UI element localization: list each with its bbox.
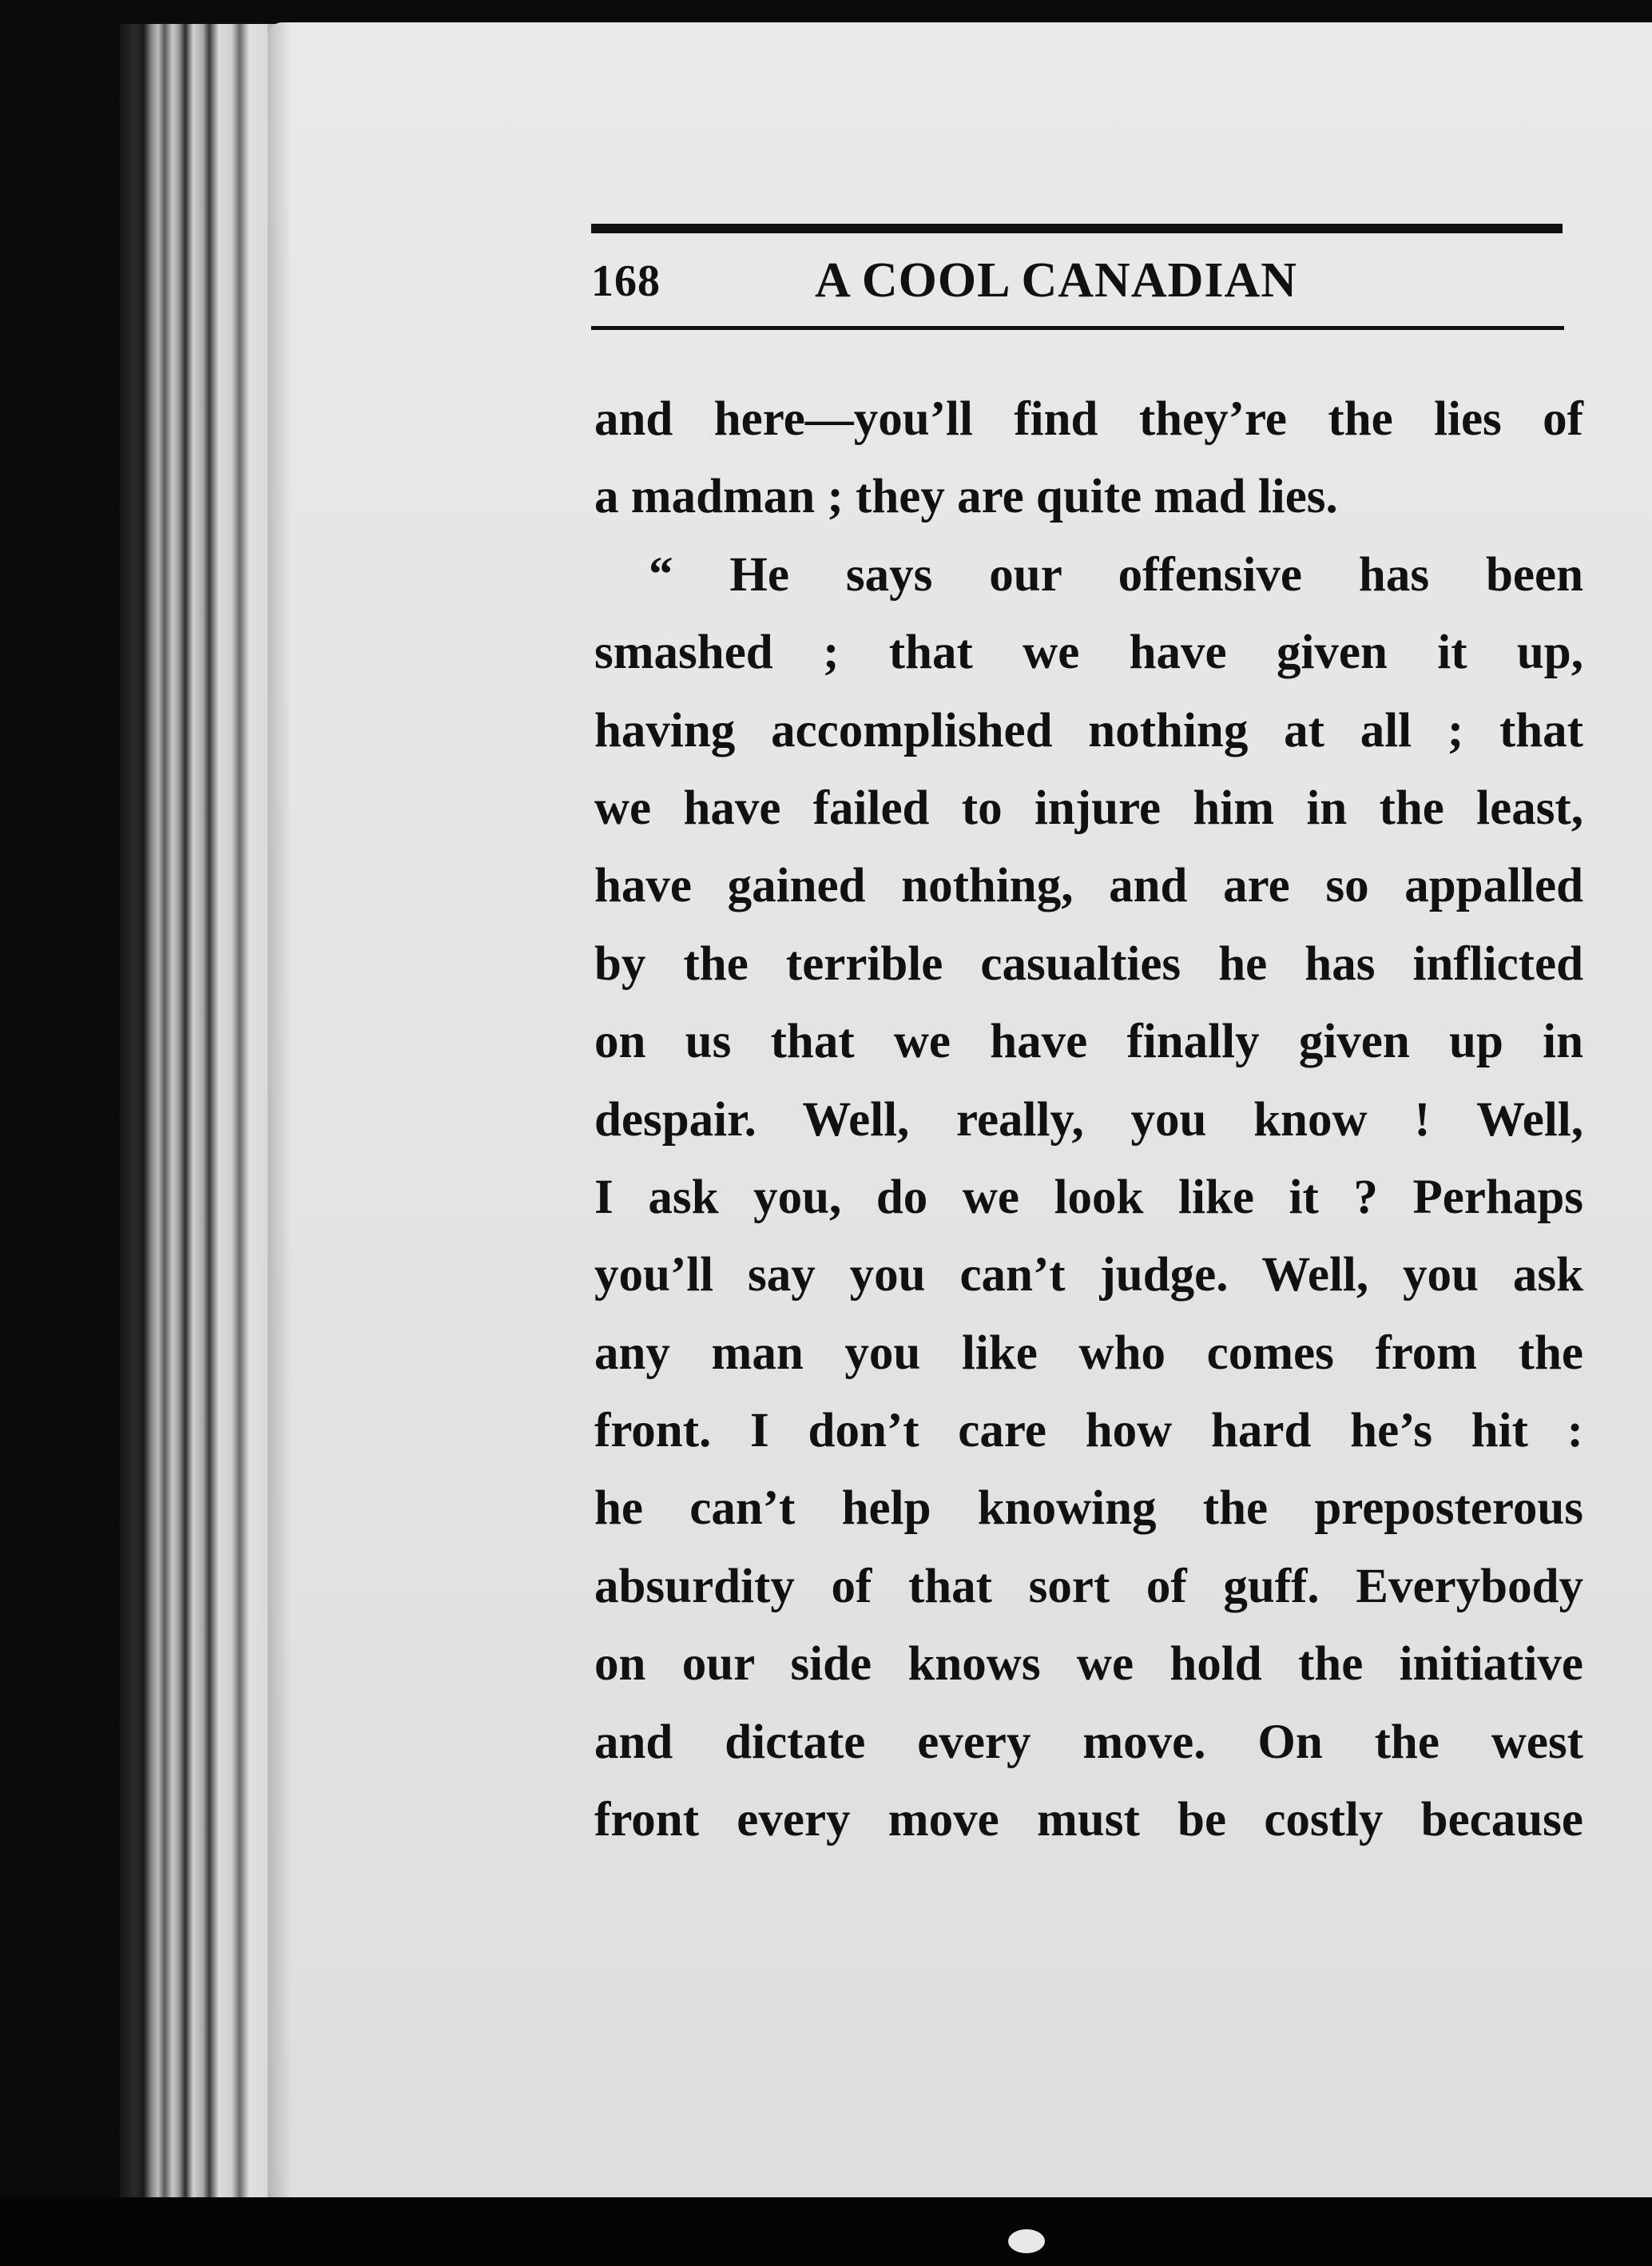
scan-artifact [1008,2229,1045,2253]
text-line: you’ll say you can’t judge. Well, you ask [594,1248,1583,1302]
text-line: by the terrible casualties he has inflicted [594,936,1583,991]
running-head: A COOL CANADIAN [815,253,1298,308]
header-bottom-rule [591,326,1564,330]
header-top-rule [591,224,1563,233]
text-line: and dictate every move. On the west [594,1715,1583,1769]
text-line: having accomplished nothing at all ; that [594,703,1583,757]
text-line: “ He says our offensive has been [649,547,1583,602]
body-text [594,380,1583,1859]
page-number: 168 [591,256,661,306]
text-line: smashed ; that we have given it up, [594,626,1583,680]
text-line: he can’t help knowing the preposterous [594,1481,1583,1536]
text-line: have gained nothing, and are so appalled [594,859,1583,913]
text-line: a madman ; they are quite mad lies. [594,470,1338,524]
text-line: despair. Well, really, you know ! Well, [594,1092,1583,1147]
gutter-shadow [268,22,292,2197]
text-line: I ask you, do we look like it ? Perhaps [594,1170,1583,1224]
text-line: on us that we have finally given up in [594,1015,1583,1069]
text-line: front every move must be costly because [594,1793,1583,1847]
page-header [591,248,1563,328]
text-line: we have failed to injure him in the least, [594,781,1583,835]
text-line: on our side knows we hold the initiative [594,1637,1583,1692]
text-line: and here—you’ll find they’re the lies of [594,392,1583,446]
text-line: absurdity of that sort of guff. Everybody [594,1559,1583,1613]
text-line: any man you like who comes from the [594,1326,1583,1380]
scanner-bed-edge [0,2197,1652,2266]
page-edges [120,24,280,2205]
text-line: front. I don’t care how hard he’s hit : [594,1404,1583,1458]
